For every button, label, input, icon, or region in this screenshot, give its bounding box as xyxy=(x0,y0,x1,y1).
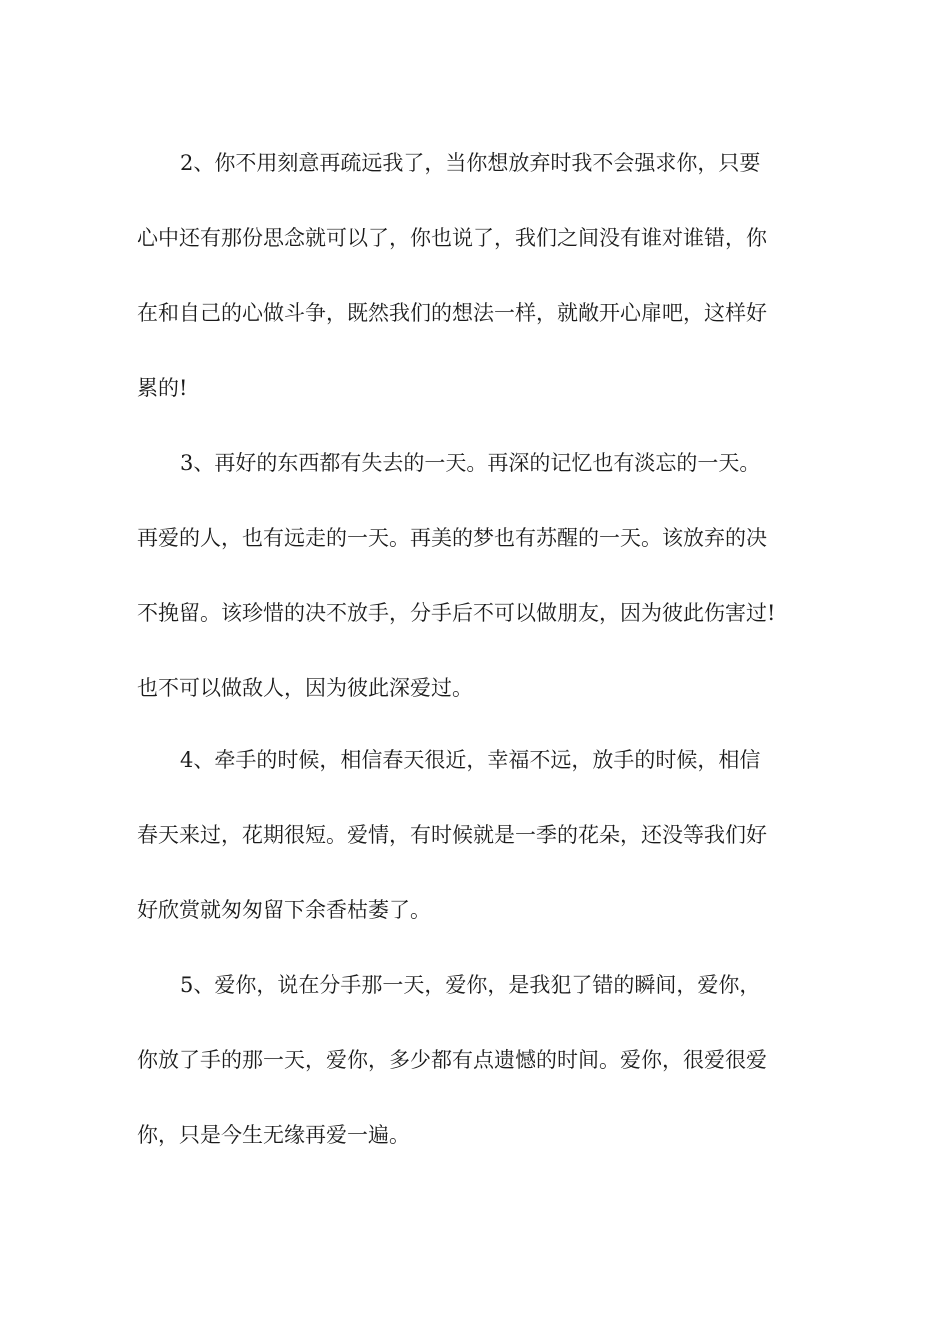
paragraph-4-line-3: 好欣赏就匆匆留下余香枯萎了。 xyxy=(137,898,431,922)
paragraph-2-line-1: 2、你不用刻意再疏远我了，当你想放弃时我不会强求你，只要 xyxy=(180,151,761,175)
paragraph-5-line-2: 你放了手的那一天，爱你，多少都有点遗憾的时间。爱你，很爱很爱 xyxy=(137,1048,767,1072)
paragraph-3-line-2: 再爱的人，也有远走的一天。再美的梦也有苏醒的一天。该放弃的决 xyxy=(137,526,767,550)
paragraph-2-line-2: 心中还有那份思念就可以了，你也说了，我们之间没有谁对谁错，你 xyxy=(137,226,767,250)
paragraph-3-line-3: 不挽留。该珍惜的决不放手，分手后不可以做朋友，因为彼此伤害过! xyxy=(137,601,776,625)
paragraph-2-line-3: 在和自己的心做斗争，既然我们的想法一样，就敞开心扉吧，这样好 xyxy=(137,301,767,325)
paragraph-3-line-1: 3、再好的东西都有失去的一天。再深的记忆也有淡忘的一天。 xyxy=(180,451,761,475)
paragraph-5-line-1: 5、爱你，说在分手那一天，爱你，是我犯了错的瞬间，爱你， xyxy=(180,973,761,997)
paragraph-4-line-1: 4、牵手的时候，相信春天很近，幸福不远，放手的时候，相信 xyxy=(180,748,761,772)
paragraph-5-line-3: 你，只是今生无缘再爱一遍。 xyxy=(137,1123,410,1147)
paragraph-2-line-4: 累的! xyxy=(137,376,188,400)
paragraph-4-line-2: 春天来过，花期很短。爱情，有时候就是一季的花朵，还没等我们好 xyxy=(137,823,767,847)
paragraph-3-line-4: 也不可以做敌人，因为彼此深爱过。 xyxy=(137,676,473,700)
